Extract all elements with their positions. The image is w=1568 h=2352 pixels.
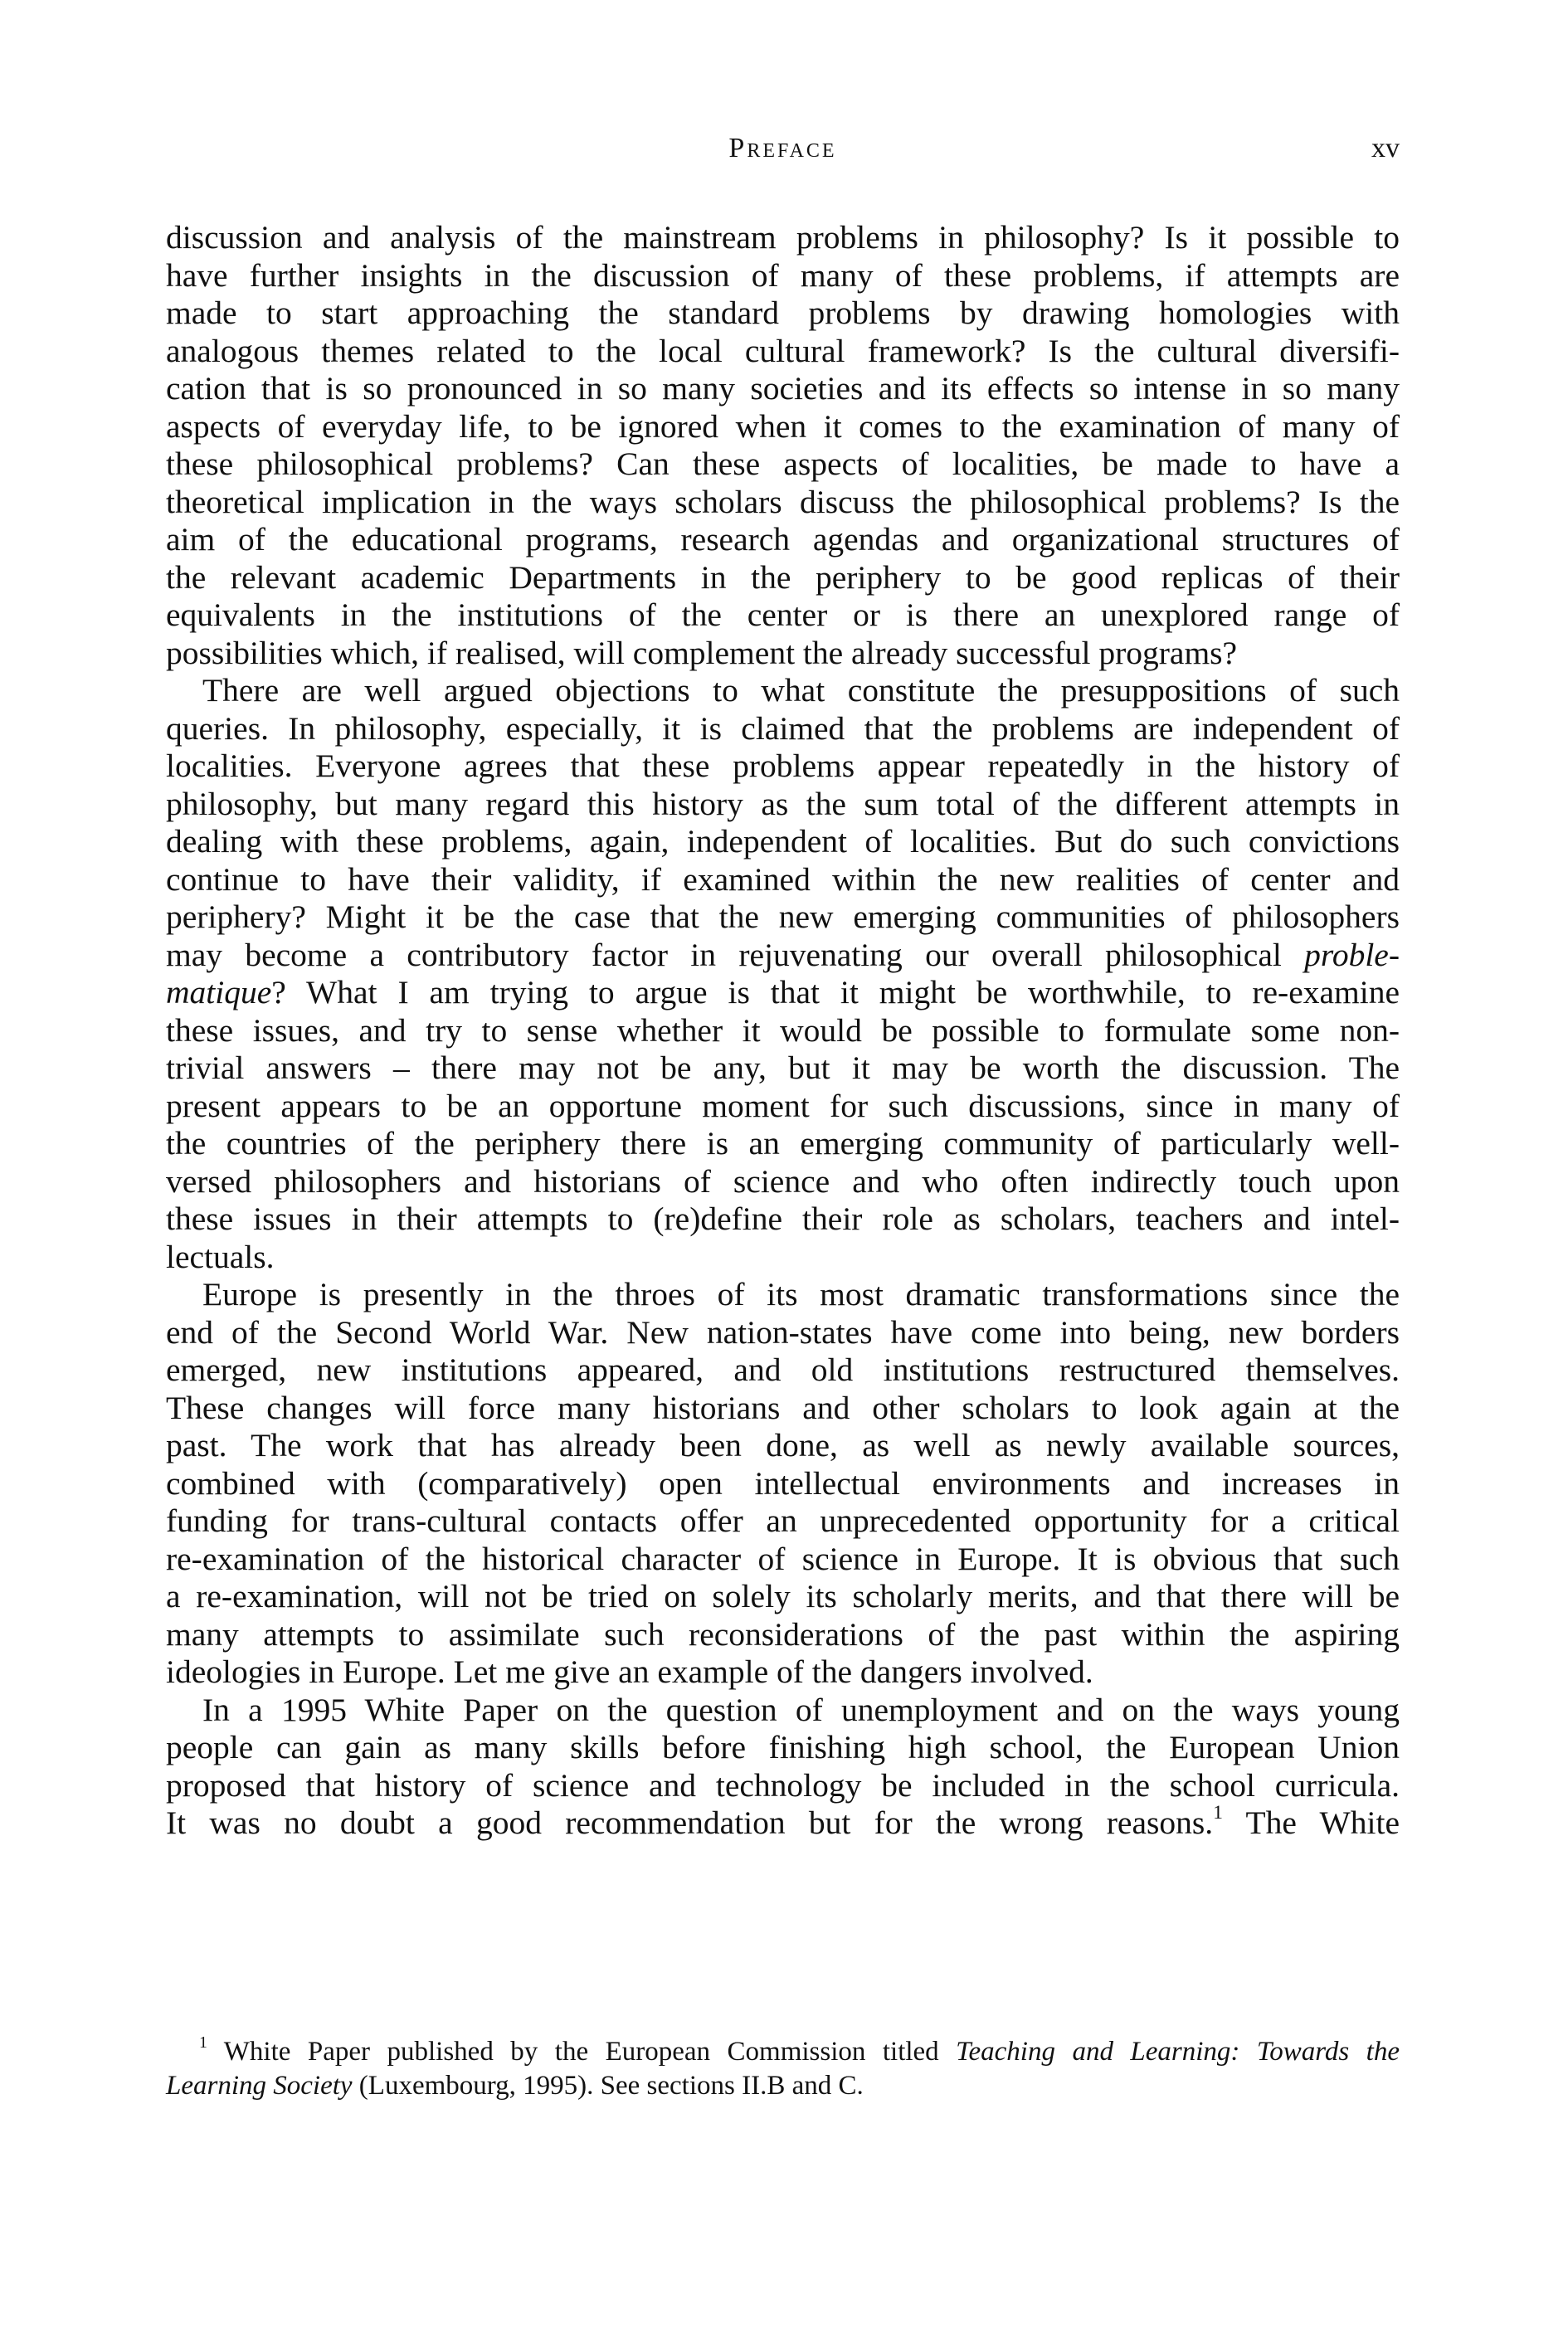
text-line [166, 370, 1400, 408]
italic-text: proble- [1304, 936, 1400, 973]
text-span: these philosophical problems? Can these aspects of localities, be made to have a [166, 446, 1400, 482]
text-span: people can gain as many skills before finishing high school, the European Union [166, 1729, 1400, 1765]
text-line [166, 1767, 1400, 1805]
text-span: There are well argued objections to what constitute the presuppositions of such [202, 672, 1400, 709]
text-line [166, 1351, 1400, 1390]
text-line [166, 219, 1400, 257]
footnote [166, 2035, 1400, 2103]
text-line [166, 1616, 1400, 1654]
text-line [166, 1465, 1400, 1503]
text-line [166, 710, 1400, 748]
text-line [166, 823, 1400, 861]
text-line [166, 1163, 1400, 1201]
text-span: Europe is presently in the throes of its most dramatic transformations since the [202, 1276, 1400, 1312]
text-span: these issues in their attempts to (re)define their role as scholars, teachers and intel- [166, 1200, 1400, 1237]
text-span: may become a contributory factor in rejuvenating our overall philosophical [166, 936, 1305, 973]
text-line [166, 333, 1400, 371]
text-span: trivial answers – there may not be any, but it may be worth the discussion. The [166, 1049, 1400, 1086]
text-line [166, 1541, 1400, 1579]
text-line [166, 1692, 1400, 1730]
text-line [166, 1125, 1400, 1163]
text-span: a re-examination, will not be tried on solely its scholarly merits, and that there will be [166, 1578, 1400, 1614]
text-line [166, 1200, 1400, 1239]
text-span: cation that is so pronounced in so many societies and its effects so intense in so many [166, 370, 1400, 407]
text-line [166, 747, 1400, 786]
text-line [166, 1427, 1400, 1465]
text-line [166, 484, 1400, 522]
text-line [166, 559, 1400, 597]
italic-text: Teaching and Learning: Towards the [956, 2037, 1400, 2067]
text-span: discussion and analysis of the mainstream problems in philosophy? Is it possible to [166, 219, 1400, 256]
text-line [166, 446, 1400, 484]
text-line [166, 1276, 1400, 1314]
text-span: emerged, new institutions appeared, and old institutions restructured themselves. [166, 1351, 1400, 1388]
text-line [166, 635, 1400, 673]
text-span: proposed that history of science and technology be included in the school curricula. [166, 1766, 1400, 1804]
text-span: dealing with these problems, again, independent of localities. But do such convictions [166, 823, 1400, 859]
text-span: have further insights in the discussion of many of these problems, if attempts are [166, 256, 1400, 294]
text-span: It was no doubt a good recommendation but for the wrong reasons. [166, 1804, 1214, 1841]
text-line [166, 937, 1400, 975]
footnote-marker: 1 [199, 2033, 207, 2053]
text-line [166, 1804, 1400, 1843]
text-line [166, 408, 1400, 446]
text-span: made to start approaching the standard problems by drawing homologies with [166, 295, 1400, 331]
running-header [166, 133, 1400, 174]
text-line [166, 1729, 1400, 1767]
text-span: philosophy, but many regard this history as the sum total of the different attempts in [166, 785, 1400, 822]
text-line [166, 1653, 1400, 1692]
text-line [166, 597, 1400, 635]
footnote-line [166, 2069, 1400, 2103]
text-span: versed philosophers and historians of science and who often indirectly touch upon [166, 1162, 1400, 1200]
text-line [166, 1578, 1400, 1616]
text-line [166, 1012, 1400, 1050]
page-number: xv [1371, 133, 1400, 163]
text-span: (Luxembourg, 1995). See sections II.B and C. [352, 2071, 864, 2101]
text-span: aspects of everyday life, to be ignored when it comes to the examination of many of [166, 407, 1400, 445]
text-line [166, 521, 1400, 559]
text-line [166, 1390, 1400, 1428]
text-span: past. The work that has already been done, as well as newly available sources, [166, 1427, 1400, 1463]
text-span: White Paper published by the European Commission titled [207, 2037, 957, 2067]
text-line [166, 786, 1400, 824]
text-span: These changes will force many historians and other scholars to look again at the [166, 1389, 1400, 1426]
text-span: the relevant academic Departments in the periphery to be good replicas of their [166, 558, 1400, 596]
text-span: ideologies in Europe. Let me give an example of the dangers involved. [166, 1653, 1093, 1690]
text-span: combined with (comparatively) open intellectual environments and increases in [166, 1464, 1400, 1502]
text-span: localities. Everyone agrees that these problems appear repeatedly in the history of [166, 747, 1400, 784]
text-line [166, 1049, 1400, 1088]
text-span: lectuals. [166, 1238, 275, 1275]
text-line [166, 295, 1400, 333]
footnote-line [166, 2035, 1400, 2069]
body-text [166, 219, 1400, 1843]
text-line [166, 898, 1400, 937]
text-span: the countries of the periphery there is an emerging community of particularly well- [166, 1125, 1400, 1161]
text-span: periphery? Might it be the case that the new emerging communities of philosophers [166, 898, 1400, 935]
text-span: continue to have their validity, if examined within the new realities of center and [166, 860, 1400, 898]
text-span: theoretical implication in the ways scholars discuss the philosophical problems? Is the [166, 483, 1400, 520]
text-span: In a 1995 White Paper on the question of unemployment and on the ways young [202, 1691, 1400, 1728]
text-span: aim of the educational programs, research agendas and organizational structures of [166, 521, 1400, 558]
text-line [166, 257, 1400, 295]
text-span: analogous themes related to the local cultural framework? Is the cultural diversifi- [166, 332, 1400, 369]
text-line [166, 1088, 1400, 1126]
text-line [166, 861, 1400, 899]
text-span: queries. In philosophy, especially, it is claimed that the problems are independent of [166, 709, 1400, 747]
italic-text: matique [166, 974, 272, 1010]
text-span: funding for trans-cultural contacts offer an unprecedented opportunity for a critical [166, 1502, 1400, 1539]
text-line [166, 1239, 1400, 1277]
italic-text: Learning Society [166, 2071, 353, 2101]
text-span: The White [1222, 1804, 1400, 1841]
text-span: end of the Second World War. New nation-states have come into being, new borders [166, 1313, 1400, 1351]
text-span: re-examination of the historical character of science in Europe. It is obvious that such [166, 1540, 1400, 1577]
text-span: these issues, and try to sense whether it would be possible to formulate some non- [166, 1011, 1400, 1049]
text-span: present appears to be an opportune moment for such discussions, since in many of [166, 1087, 1400, 1124]
text-line [166, 1314, 1400, 1352]
text-line [166, 1502, 1400, 1541]
text-span: ? What I am trying to argue is that it might be worthwhile, to re-examine [271, 974, 1400, 1010]
footnote-marker: 1 [1213, 1802, 1223, 1824]
text-span: equivalents in the institutions of the center or is there an unexplored range of [166, 597, 1400, 633]
text-span: many attempts to assimilate such reconsiderations of the past within the aspiring [166, 1615, 1400, 1653]
text-line [166, 974, 1400, 1012]
running-header-title: Preface [728, 133, 837, 163]
text-line [166, 672, 1400, 710]
text-span: possibilities which, if realised, will complement the already successful programs? [166, 634, 1238, 671]
